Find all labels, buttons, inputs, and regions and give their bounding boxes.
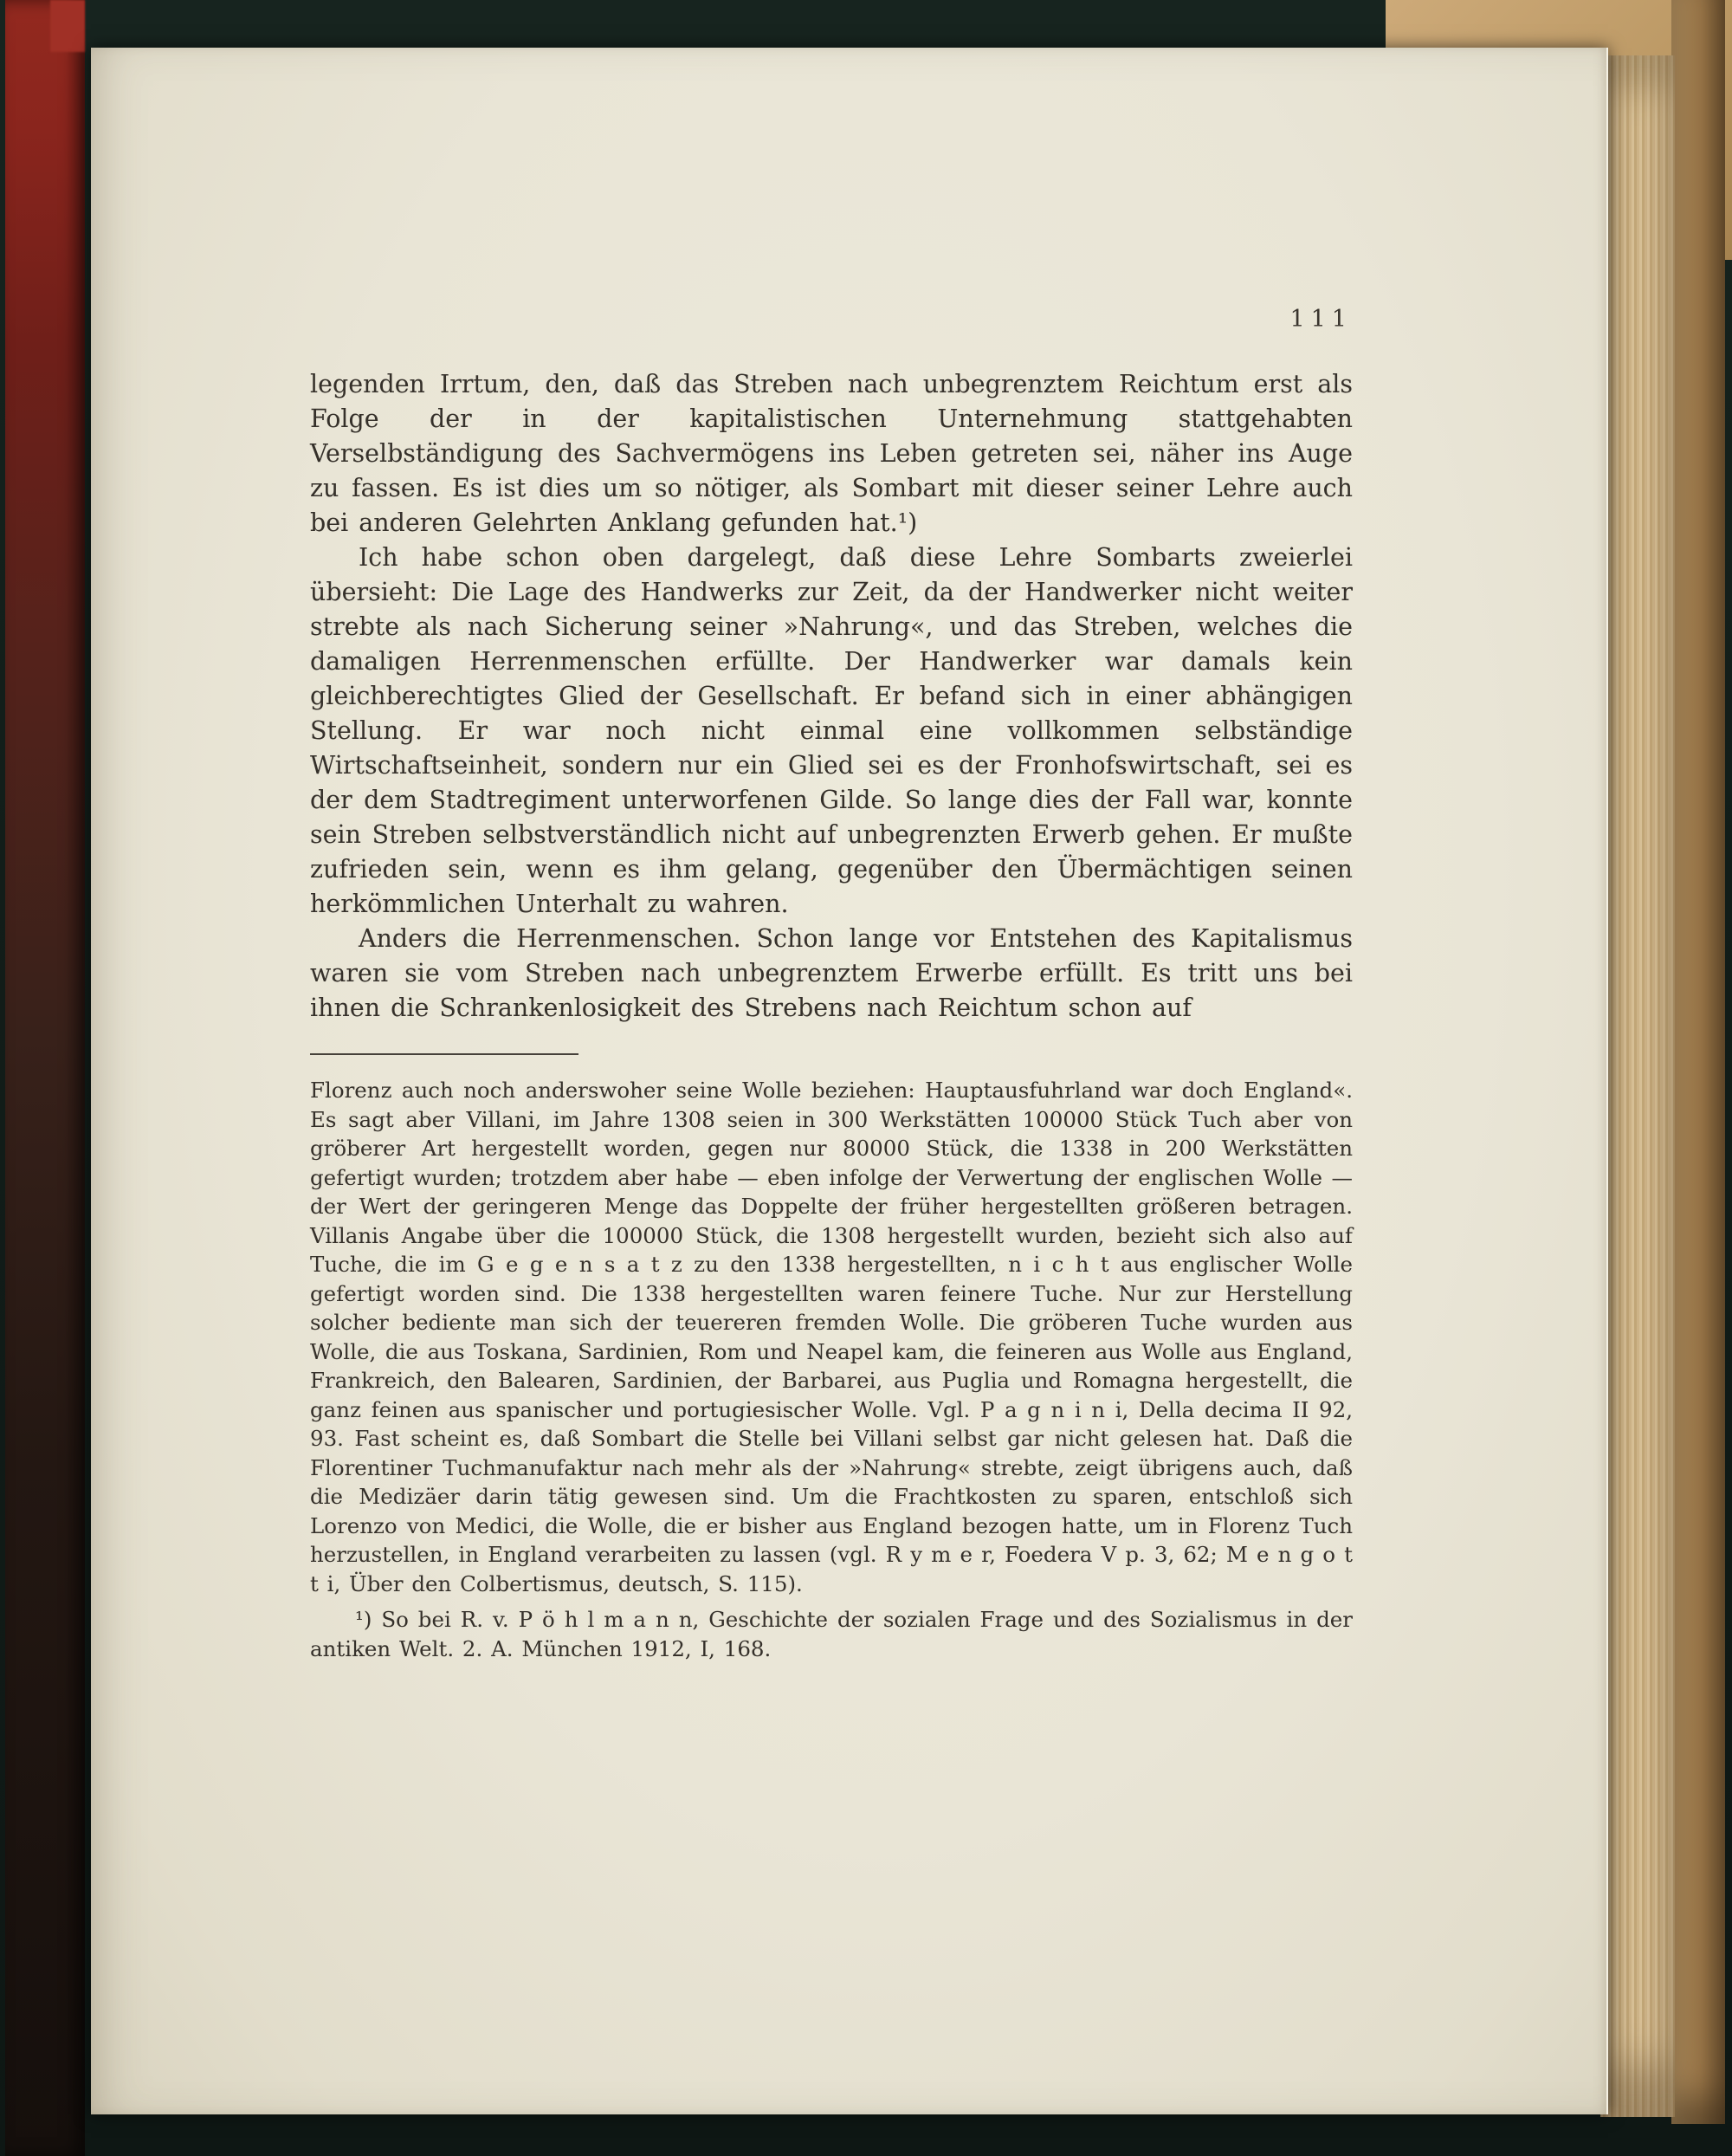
page-number: 111 xyxy=(1289,306,1353,333)
paragraph: Anders die Herrenmenschen. Schon lange vor Entstehen des Kapitalismus waren sie vom Streben nach unbegrenztem Erwerbe erfüllt. Es tritt uns bei ihnen die Schrankenlosigkeit des Strebens nach Reichtum schon auf xyxy=(310,924,1353,1022)
page-fore-edges xyxy=(1600,55,1675,2117)
footnotes xyxy=(310,1076,1353,1663)
body-text xyxy=(310,367,1353,1026)
text-column xyxy=(310,48,1353,1663)
paragraph: Ich habe schon oben dargelegt, daß diese Lehre Sombarts zweierlei übersieht: Die Lage des Handwerks zur Zeit, da der Handwerker nicht weiter strebte als nach Sicherung seiner »Nahrung«, und das Streben, welches die damaligen Herrenmenschen erfüllte. Der Handwerker war damals kein gleichberechtigtes Glied der Gesellschaft. Er befand sich in einer abhängigen Stellung. Er war noch nicht einmal eine vollkommen selbständige Wirtschaftseinheit, sondern nur ein Glied sei es der Fronhofswirtschaft, sei es der dem Stadtregiment unterworfenen Gilde. So lange dies der Fall war, konnte sein Streben selbstverständlich nicht auf unbegrenzten Erwerb gehen. Er mußte zufrieden sein, wenn es ihm gelang, gegenüber den Übermächtigen seinen herkömmlichen Unterhalt zu wahren. xyxy=(310,543,1353,918)
footnote-1: ¹) So bei R. v. P ö h l m a n n, Geschichte der sozialen Frage und des Sozialismus in der antiken Welt. 2. A. München 1912, I, 168. xyxy=(310,1607,1353,1661)
book-cover-right-edge xyxy=(1671,0,1725,2124)
paragraph-continuation: legenden Irrtum, den, daß das Streben nach unbegrenztem Reichtum erst als Folge der in der kapitalistischen Unternehmung stattgehabten Verselbständigung des Sachvermögens ins Leben getreten sei, näher ins Auge zu fassen. Es ist dies um so nötiger, als Sombart mit dieser seiner Lehre auch bei anderen Gelehrten Anklang gefunden hat.¹) xyxy=(310,370,1353,537)
footnote-continuation: Florenz auch noch anderswoher seine Wolle beziehen: Hauptausfuhrland war doch England«. Es sagt aber Villani, im Jahre 1308 seien in 300 Werkstätten 100000 Stück Tuch aber von gröberer Art hergestellt worden, gegen nur 80000 Stück, die 1338 in 200 Werkstätten gefertigt wurden; trotzdem aber habe — eben infolge der Verwertung der englischen Wolle — der Wert der geringeren Menge das Doppelte der früher hergestellten größeren betragen. Villanis Angabe über die 100000 Stück, die 1308 hergestellt wurden, bezieht sich also auf Tuche, die im G e g e n s a t z zu den 1338 hergestellten, n i c h t aus englischer Wolle gefertigt worden sind. Die 1338 hergestellten waren feinere Tuche. Nur zur Herstellung solcher bediente man sich der teuereren fremden Wolle. Die gröberen Tuche wurden aus Wolle, die aus Toskana, Sardinien, Rom und Neapel kam, die feineren aus Wolle aus England, Frankreich, den Balearen, Sardinien, der Barbarei, aus Puglia und Romagna hergestellt, die ganz feinen aus spanischer und portugiesischer Wolle. Vgl. P a g n i n i, Della decima II 92, 93. Fast scheint es, daß Sombart die Stelle bei Villani selbst gar nicht gelesen hat. Daß die Florentiner Tuchmanufaktur nach mehr als der »Nahrung« strebte, zeigt übrigens auch, daß die Medizäer darin tätig gewesen sind. Um die Frachtkosten zu sparen, entschloß sich Lorenzo von Medici, die Wolle, die er bisher aus England bezogen hatte, um in Florenz Tuch herzustellen, in England verarbeiten zu lassen (vgl. R y m e r, Foedera V p. 3, 62; M e n g o t t i, Über den Colbertismus, deutsch, S. 115). xyxy=(310,1078,1353,1596)
footnote-separator-rule xyxy=(310,1053,578,1055)
book-page xyxy=(91,48,1608,2114)
book-cover-spine xyxy=(5,0,85,2156)
